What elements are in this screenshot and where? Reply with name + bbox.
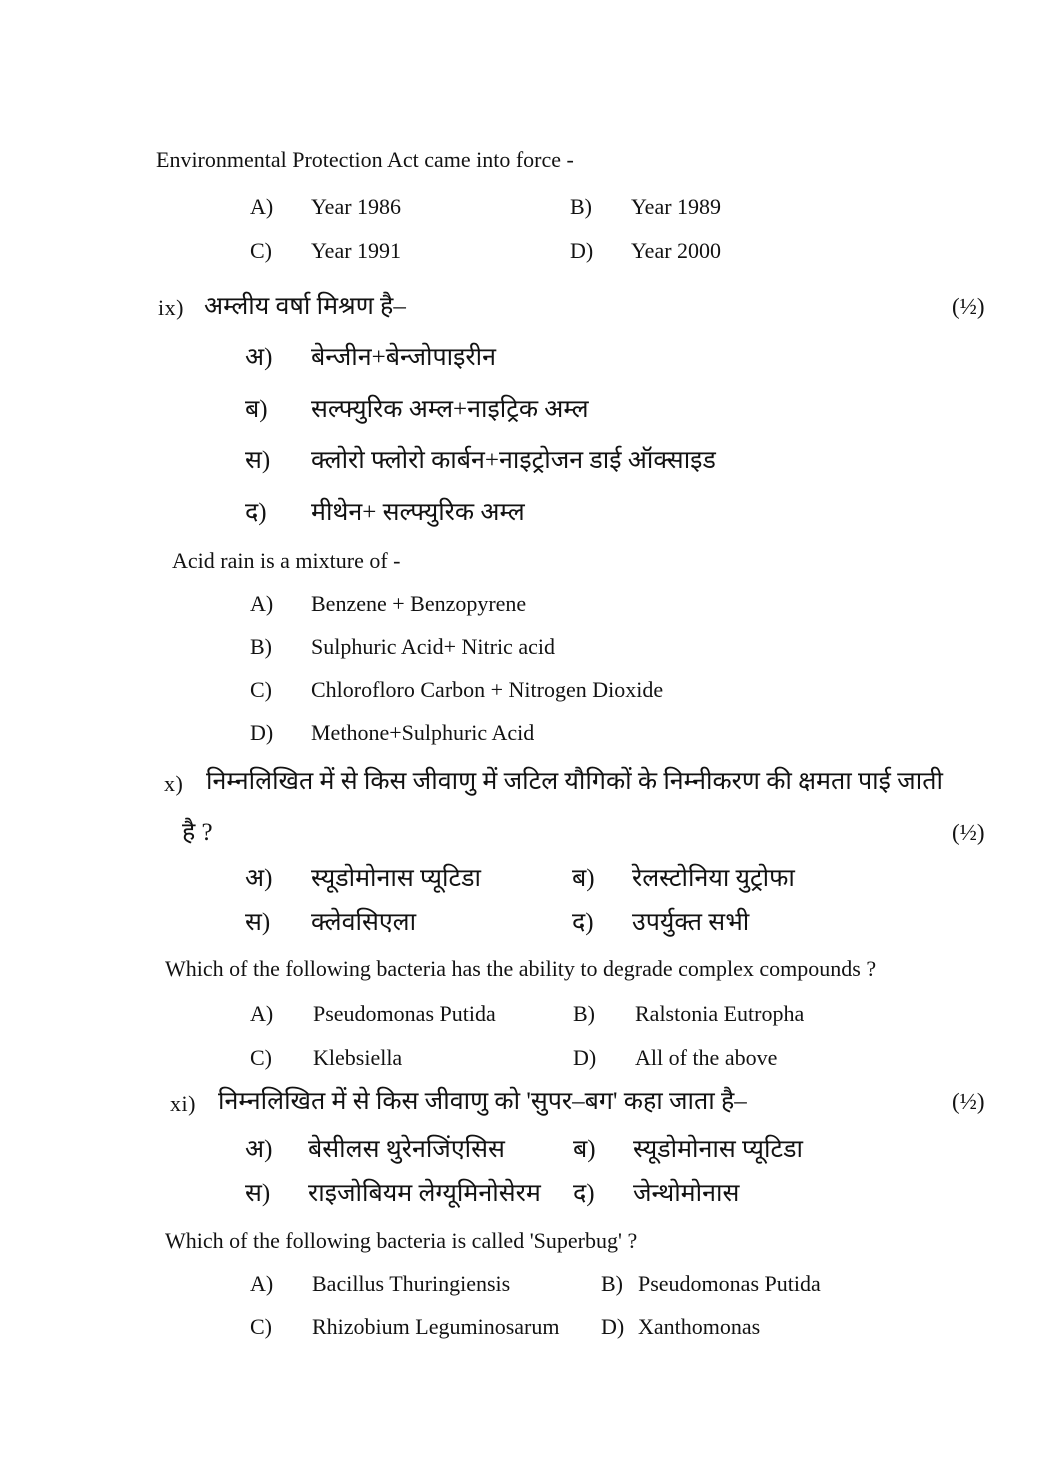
option-label: द) (245, 499, 267, 526)
option-text: स्यूडोमोनास प्यूटिडा (311, 865, 481, 892)
option-label: स) (245, 447, 271, 474)
marks-badge: (½) (952, 1089, 985, 1114)
question-text: निम्नलिखित में से किस जीवाणु में जटिल यौगिकों के निम्नीकरण की क्षमता पाई जाती (206, 768, 943, 795)
option-label: ब) (573, 1136, 596, 1163)
option-text: रेलस्टोनिया युट्रोफा (632, 865, 795, 892)
marks-badge: (½) (952, 820, 985, 845)
option-text: Methone+Sulphuric Acid (311, 720, 535, 745)
option-label: D) (250, 720, 274, 745)
option-label: C) (250, 677, 272, 702)
option-label: D) (570, 238, 594, 263)
option-text: बेसीलस थुरेनजिंएसिस (308, 1136, 505, 1163)
marks-badge: (½) (952, 294, 985, 319)
option-text: क्लेवसिएला (311, 909, 417, 936)
option-text: All of the above (635, 1045, 778, 1070)
question-number: xi) (170, 1091, 196, 1116)
option-label: B) (601, 1271, 623, 1296)
question-number: ix) (158, 295, 184, 320)
option-label: A) (250, 1271, 274, 1296)
option-text: सल्फ्युरिक अम्ल+नाइट्रिक अम्ल (311, 396, 589, 423)
option-text: Ralstonia Eutropha (635, 1001, 805, 1026)
question-text: Acid rain is a mixture of - (172, 548, 401, 573)
option-label: ब) (572, 865, 595, 892)
option-text: उपर्युक्त सभी (632, 909, 750, 936)
option-text: मीथेन+ सल्फ्युरिक अम्ल (311, 499, 525, 526)
option-text: Year 1991 (311, 238, 402, 263)
option-text: Chlorofloro Carbon + Nitrogen Dioxide (311, 677, 664, 702)
option-text: Year 1986 (311, 194, 402, 219)
option-label: स) (245, 909, 271, 936)
option-label: द) (573, 1180, 595, 1207)
option-label: ब) (245, 396, 268, 423)
option-label: अ) (245, 1136, 273, 1163)
option-label: अ) (245, 865, 273, 892)
option-text: Year 2000 (631, 238, 722, 263)
question-number: x) (164, 771, 184, 796)
option-text: Benzene + Benzopyrene (311, 591, 527, 616)
question-text: अम्लीय वर्षा मिश्रण है– (204, 293, 406, 320)
option-text: Pseudomonas Putida (313, 1001, 496, 1026)
option-label: A) (250, 194, 274, 219)
question-text-line2: है ? (182, 819, 213, 846)
option-text: Year 1989 (631, 194, 722, 219)
option-label: अ) (245, 344, 273, 371)
option-text: Klebsiella (313, 1045, 403, 1070)
option-label: C) (250, 238, 272, 263)
option-label: B) (250, 634, 272, 659)
question-text: Which of the following bacteria is called 'Superbug' ? (165, 1228, 638, 1253)
option-label: A) (250, 591, 274, 616)
option-label: D) (601, 1314, 625, 1339)
option-text: Pseudomonas Putida (638, 1271, 821, 1296)
option-text: राइजोबियम लेग्यूमिनोसेरम (308, 1180, 541, 1207)
option-text: बेन्जीन+बेन्जोपाइरीन (311, 344, 496, 371)
option-text: स्यूडोमोनास प्यूटिडा (633, 1136, 803, 1163)
option-label: C) (250, 1314, 272, 1339)
option-label: स) (245, 1180, 271, 1207)
option-text: क्लोरो फ्लोरो कार्बन+नाइट्रोजन डाई ऑक्साइड (311, 447, 716, 474)
option-label: A) (250, 1001, 274, 1026)
option-text: Rhizobium Leguminosarum (312, 1314, 560, 1339)
option-label: C) (250, 1045, 272, 1070)
option-text: Xanthomonas (638, 1314, 761, 1339)
option-label: B) (570, 194, 592, 219)
option-text: जेन्थोमोनास (633, 1180, 740, 1207)
question-text: Which of the following bacteria has the ability to degrade complex compounds ? (165, 956, 877, 981)
option-label: द) (572, 909, 594, 936)
option-text: Bacillus Thuringiensis (312, 1271, 511, 1296)
question-text: Environmental Protection Act came into force - (156, 147, 574, 172)
option-label: D) (573, 1045, 597, 1070)
option-label: B) (573, 1001, 595, 1026)
question-text: निम्नलिखित में से किस जीवाणु को 'सुपर–बग' कहा जाता है– (218, 1088, 747, 1115)
option-text: Sulphuric Acid+ Nitric acid (311, 634, 555, 659)
